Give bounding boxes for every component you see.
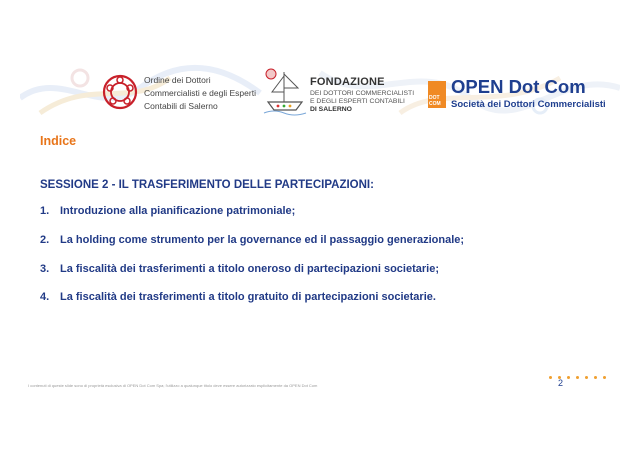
list-item-text: La fiscalità dei trasferimenti a titolo oneroso di partecipazioni societarie;	[60, 263, 439, 275]
open-dot-com-logo	[428, 78, 618, 118]
fondazione-title: FONDAZIONE	[310, 76, 385, 88]
box-text-dot: DOT	[429, 95, 440, 101]
open-dot-com-subtitle: Società dei Dottori Commercialisti	[451, 99, 606, 110]
list-item-number: 2.	[40, 234, 50, 246]
list-item-text: Introduzione alla pianificazione patrimoniale;	[60, 205, 296, 217]
ordine-emblem-icon	[102, 74, 138, 110]
page-number: 2	[558, 378, 564, 388]
list-item-text: La holding come strumento per la governance ed il passaggio generazionale;	[60, 234, 465, 246]
footer-disclaimer: I contenuti di queste slide sono di proprietà esclusiva di OPEN Dot Com Spa; l'utilizzo a qualunque titolo deve essere autorizzato esplicitamente da OPEN Dot Com	[28, 383, 318, 388]
list-item	[40, 263, 439, 275]
fondazione-logo	[262, 66, 422, 122]
fondazione-line-3: DI SALERNO	[310, 106, 352, 113]
page-heading: Indice	[40, 134, 77, 148]
list-item-number: 3.	[40, 263, 50, 275]
fondazione-line-1: DEI DOTTORI COMMERCIALISTI	[310, 90, 415, 97]
ship-emblem-icon	[262, 66, 308, 116]
ordine-line-3: Contabili di Salerno	[144, 101, 218, 111]
ordine-line-2: Commercialisti e degli Esperti	[144, 88, 256, 98]
open-dot-com-title: OPEN Dot Com	[451, 76, 586, 97]
list-item	[40, 205, 295, 217]
list-item	[40, 234, 464, 246]
fondazione-line-2: E DEGLI ESPERTI CONTABILI	[310, 98, 405, 105]
list-item-number: 1.	[40, 205, 50, 217]
list-item-text: La fiscalità dei trasferimenti a titolo gratuito di partecipazioni societarie.	[60, 291, 436, 303]
box-text-com: COM	[429, 101, 441, 107]
list-item-number: 4.	[40, 291, 50, 303]
list-item	[40, 291, 436, 303]
ordine-line-1: Ordine dei Dottori	[144, 75, 211, 85]
session-title: SESSIONE 2 - IL TRASFERIMENTO DELLE PARTECIPAZIONI:	[40, 179, 374, 191]
open-dot-com-box-icon	[428, 81, 446, 108]
